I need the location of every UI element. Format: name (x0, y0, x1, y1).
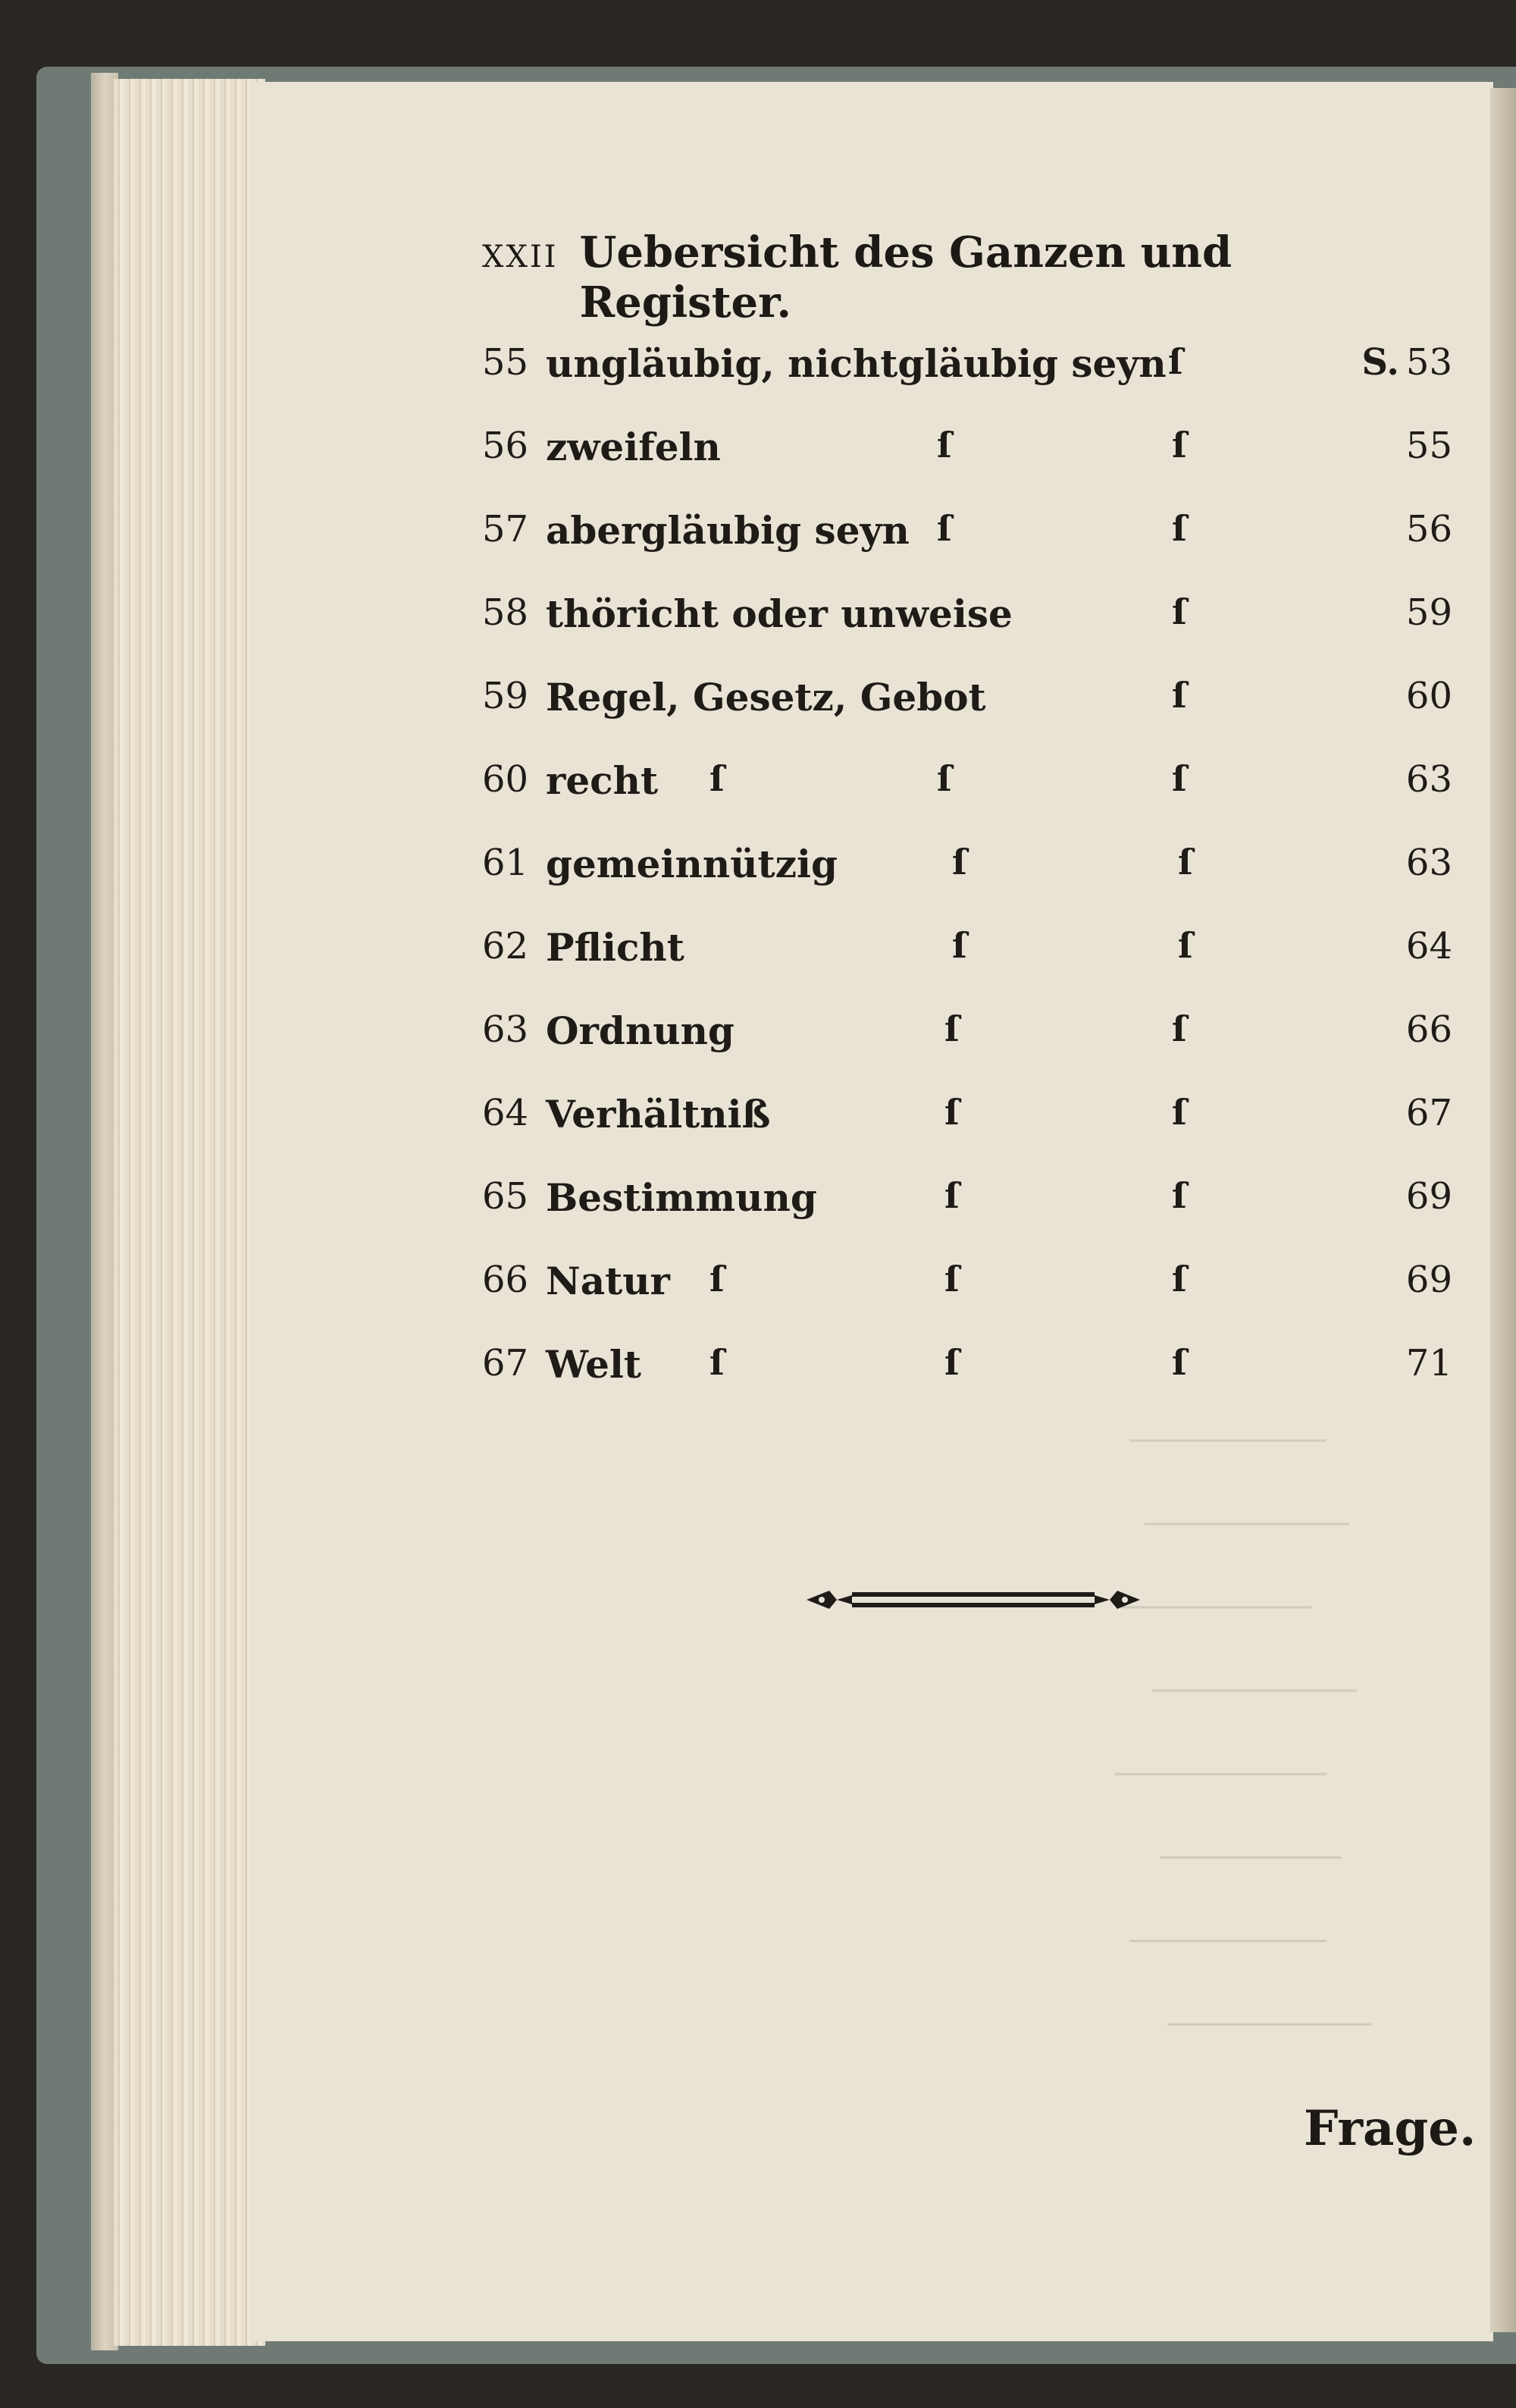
entry-text: abergläubig seyn (546, 508, 910, 553)
entry-text: Ordnung (546, 1008, 735, 1053)
entry-number: 67 (482, 1342, 529, 1384)
leader-mark: ſ (937, 508, 952, 549)
entry-page: 53 (1405, 341, 1452, 384)
entry-page: 69 (1405, 1175, 1452, 1218)
running-header (482, 227, 1331, 328)
entry-page: 56 (1405, 508, 1452, 550)
entry-text: ungläubig, nichtgläubig seyn (546, 341, 1167, 386)
page-number: XXII (482, 240, 559, 274)
entry-text: Welt (546, 1342, 641, 1387)
register-entry (482, 341, 1452, 414)
running-title: Uebersicht des Ganzen und Register. (579, 227, 1233, 328)
entry-page: 71 (1405, 1342, 1452, 1384)
entry-page: 63 (1405, 758, 1452, 801)
leader-mark: ſ (709, 758, 725, 799)
register-entry (482, 1342, 1452, 1415)
register-entry (482, 591, 1452, 664)
entry-number: 65 (482, 1175, 529, 1218)
entry-page: 69 (1405, 1259, 1452, 1301)
entry-number: 66 (482, 1259, 529, 1301)
entry-number: 56 (482, 425, 529, 467)
leader-mark: ſ (709, 1259, 725, 1300)
entry-page: 63 (1405, 842, 1452, 884)
leader-mark: ſ (944, 1008, 960, 1049)
bleed-through-texture (1099, 1410, 1478, 2093)
page-prefix: S. (1361, 341, 1399, 384)
leader-mark: ſ (1172, 425, 1187, 466)
leader-mark: ſ (1168, 341, 1183, 382)
leader-mark: ſ (1172, 1259, 1187, 1300)
entry-text: Verhältniß (546, 1092, 771, 1137)
catchword: Frage. (1304, 2100, 1477, 2157)
leader-mark: ſ (1172, 758, 1187, 799)
entry-page: 64 (1405, 925, 1452, 967)
register-entry (482, 842, 1452, 914)
register-entry (482, 508, 1452, 581)
leader-mark: ſ (952, 925, 967, 966)
entry-text: Bestimmung (546, 1175, 817, 1220)
register-entry (482, 675, 1452, 748)
leader-mark: ſ (1172, 675, 1187, 716)
entry-page: 55 (1405, 425, 1452, 467)
register-entry (482, 425, 1452, 497)
entry-number: 58 (482, 591, 529, 634)
leader-mark: ſ (1178, 842, 1193, 883)
entry-page: 59 (1405, 591, 1452, 634)
register-entry (482, 1092, 1452, 1165)
entry-number: 60 (482, 758, 529, 801)
leader-mark: ſ (952, 842, 967, 883)
entry-text: zweifeln (546, 425, 721, 469)
entry-text: thöricht oder unweise (546, 591, 1013, 636)
entry-text: Natur (546, 1259, 670, 1303)
register-entry (482, 1008, 1452, 1081)
leader-mark: ſ (709, 1342, 725, 1383)
ornament-rule (799, 1583, 1148, 1616)
entry-number: 64 (482, 1092, 529, 1134)
leader-mark: ſ (1172, 1342, 1187, 1383)
page-edge-right (1490, 88, 1516, 2332)
entry-text: recht (546, 758, 659, 803)
leader-mark: ſ (944, 1259, 960, 1300)
register-entry (482, 925, 1452, 998)
leader-mark: ſ (1178, 925, 1193, 966)
entry-page: 66 (1405, 1008, 1452, 1051)
leader-mark: ſ (944, 1342, 960, 1383)
entry-number: 63 (482, 1008, 529, 1051)
entry-text: gemeinnützig (546, 842, 838, 886)
leader-mark: ſ (944, 1175, 960, 1216)
entry-number: 62 (482, 925, 529, 967)
entry-number: 59 (482, 675, 529, 717)
leader-mark: ſ (1172, 1092, 1187, 1133)
entry-number: 61 (482, 842, 529, 884)
leader-mark: ſ (1172, 1008, 1187, 1049)
register-entry (482, 1259, 1452, 1331)
leader-mark: ſ (1172, 591, 1187, 632)
leader-mark: ſ (937, 758, 952, 799)
register-entry (482, 758, 1452, 831)
page-stack (114, 79, 265, 2346)
entry-text: Regel, Gesetz, Gebot (546, 675, 986, 720)
leader-mark: ſ (944, 1092, 960, 1133)
entry-page: 67 (1405, 1092, 1452, 1134)
leader-mark: ſ (937, 425, 952, 466)
entry-text: Pflicht (546, 925, 684, 970)
entry-number: 57 (482, 508, 529, 550)
entry-page: 60 (1405, 675, 1452, 717)
leader-mark: ſ (1172, 1175, 1187, 1216)
leader-mark: ſ (1172, 508, 1187, 549)
entry-number: 55 (482, 341, 529, 384)
register-entry (482, 1175, 1452, 1248)
